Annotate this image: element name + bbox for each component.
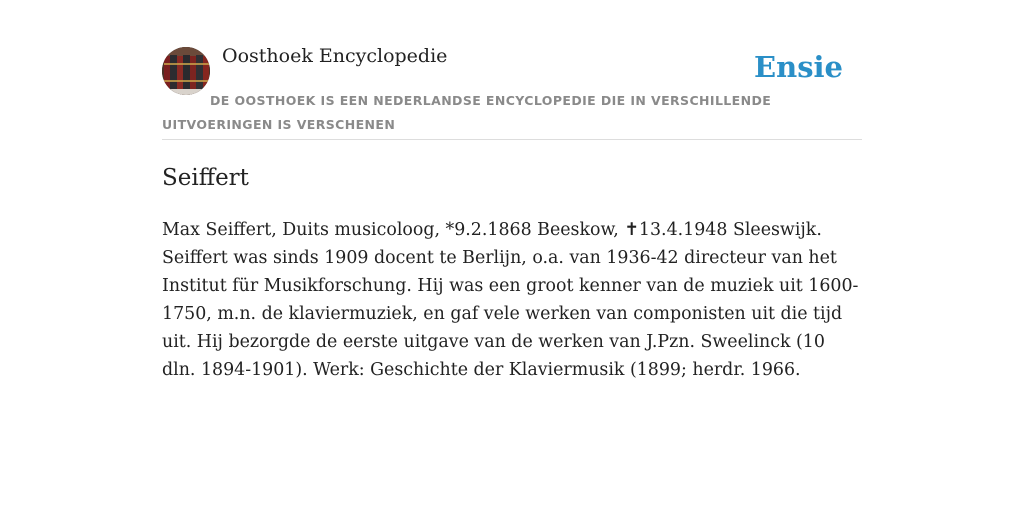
encyclopedia-books-icon[interactable] (162, 47, 210, 95)
site-title[interactable]: Oosthoek Encyclopedie (222, 45, 448, 67)
site-header (162, 0, 862, 140)
article-body: Max Seiffert, Duits musicoloog, *9.2.1868 Beeskow, ✝13.4.1948 Sleeswijk. Seiffert was sinds 1909 docent te Berlijn, o.a. van 1936-42 directeur van het Institut für Musikforschung. Hij was een groot kenner van de muziek uit 1600-1750, m.n. de klaviermuziek, en gaf vele werken van componisten uit die tijd uit. Hij bezorgde de eerste uitgave van de werken van J.Pzn. Sweelinck (10 dln. 1894-1901). Werk: Geschichte der Klaviermusik (1899; herdr. 1966. (162, 220, 859, 380)
page (162, 0, 862, 380)
article-title: Seiffert (162, 165, 249, 191)
ensie-logo-link[interactable]: Ensie (754, 50, 843, 84)
site-tagline: DE OOSTHOEK IS EEN NEDERLANDSE ENCYCLOPEDIE DIE IN VERSCHILLENDE UITVOERINGEN IS VERSCHENEN (162, 93, 772, 132)
